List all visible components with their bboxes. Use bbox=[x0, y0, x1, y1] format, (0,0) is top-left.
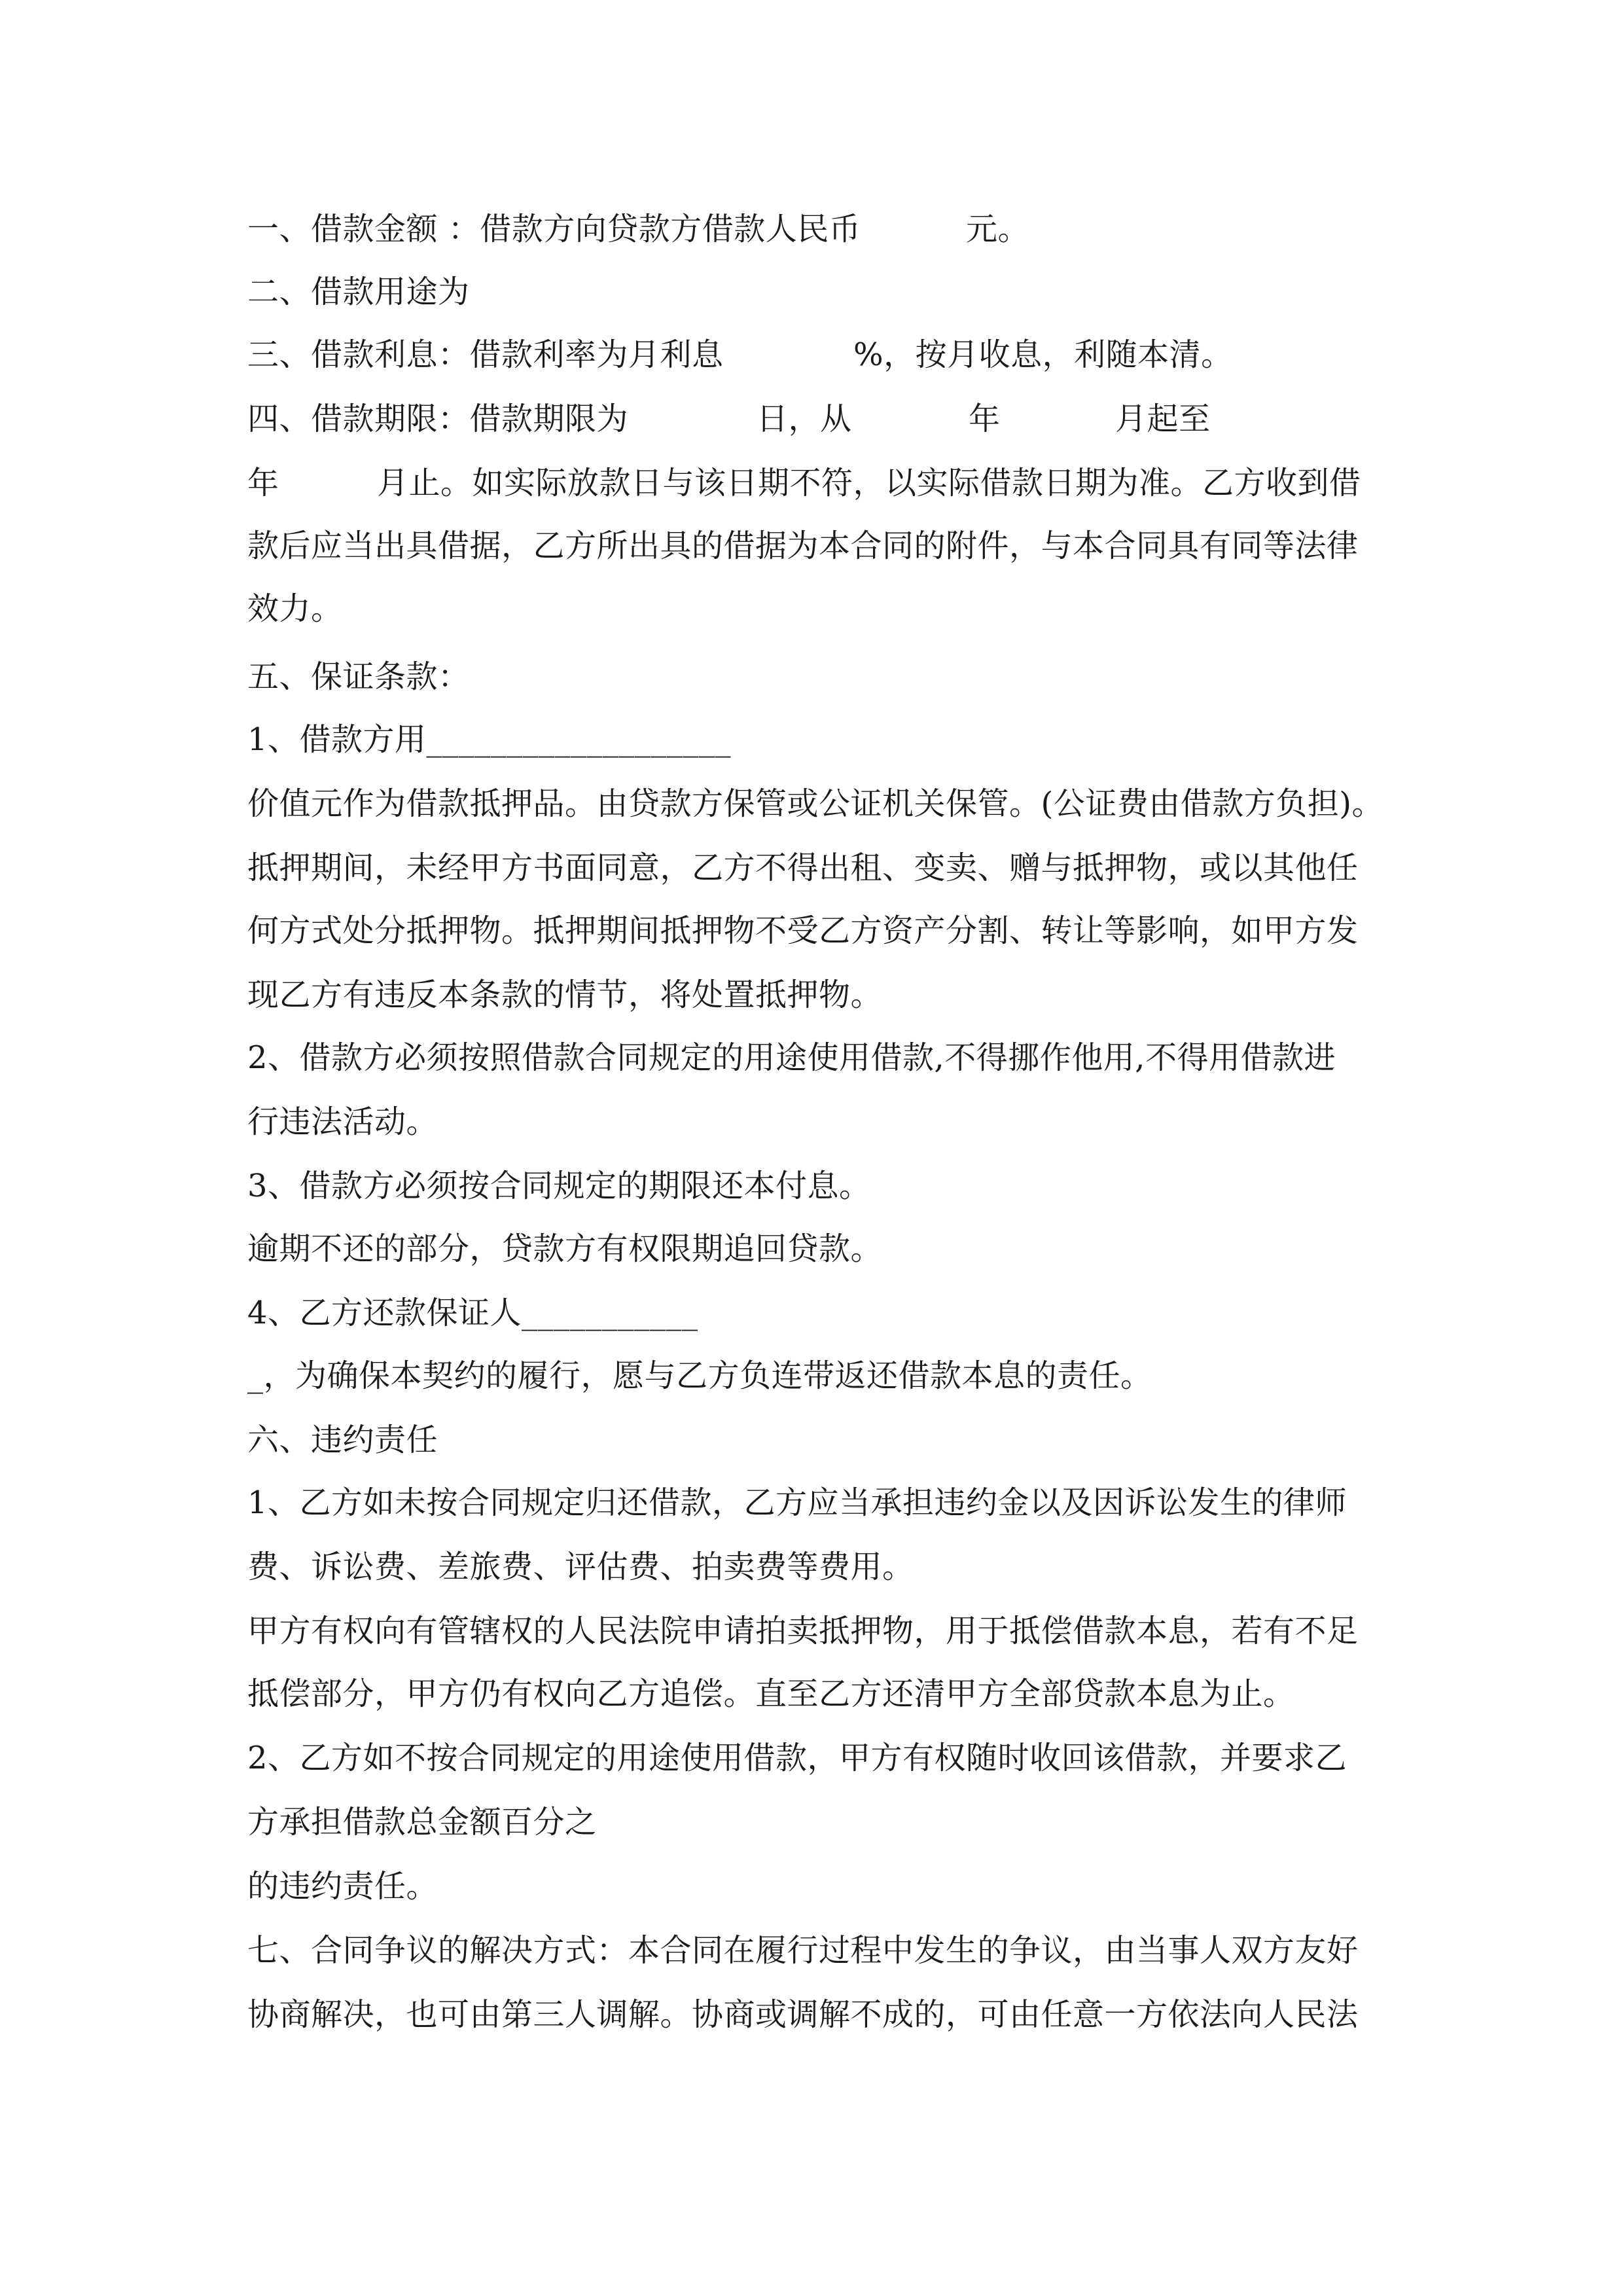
article5-clause1-line4: 何方式处分抵押物。抵押期间抵押物不受乙方资产分割、转让等影响，如甲方发 bbox=[247, 912, 1359, 949]
article6-clause1-line1: 1、乙方如未按合同规定归还借款，乙方应当承担违约金以及因诉讼发生的律师 bbox=[247, 1484, 1347, 1521]
article6-clause2-line2: 方承担借款总金额百分之 bbox=[247, 1804, 597, 1840]
article4-line4: 效力。 bbox=[247, 590, 343, 627]
article4-day-from: 日，从 bbox=[757, 401, 852, 437]
article6-clause2-line3: 的违约责任。 bbox=[247, 1868, 438, 1905]
article4-rest-line1: 月止。如实际放款日与该日期不符，以实际借款日期为准。乙方收到借 bbox=[377, 465, 1361, 501]
article5-clause3-line2: 逾期不还的部分，贷款方有权限期追回贷款。 bbox=[247, 1230, 883, 1267]
article6-clause2-line1: 2、乙方如不按合同规定的用途使用借款，甲方有权随时收回该借款，并要求乙 bbox=[247, 1740, 1347, 1776]
article5-clause3-line1: 3、借款方必须按合同规定的期限还本付息。 bbox=[247, 1168, 871, 1204]
article4-year2: 年 bbox=[247, 465, 279, 501]
article1-label: 一、借款金额 ：借款方向贷款方借款人民币 bbox=[247, 211, 861, 247]
article5-clause4-line2: _，为确保本契约的履行，愿与乙方负连带返还借款本息的责任。 bbox=[247, 1357, 1152, 1394]
article4-year1: 年 bbox=[969, 401, 1001, 437]
article2-label: 二、借款用途为 bbox=[247, 274, 470, 310]
article6-clause1-line2: 费、诉讼费、差旅费、评估费、拍卖费等费用。 bbox=[247, 1549, 914, 1585]
article5-clause1-line5: 现乙方有违反本条款的情节，将处置抵押物。 bbox=[247, 977, 883, 1013]
article6-clause1-line4: 抵偿部分，甲方仍有权向乙方追偿。直至乙方还清甲方全部贷款本息为止。 bbox=[247, 1676, 1295, 1712]
article5-clause1-line2: 价值元作为借款抵押品。由贷款方保管或公证机关保管。(公证费由借款方负担)。 bbox=[247, 785, 1383, 822]
article3-label: 三、借款利息：借款利率为月利息 bbox=[247, 336, 724, 373]
article6-heading: 六、违约责任 bbox=[247, 1422, 438, 1458]
article5-heading: 五、保证条款： bbox=[247, 658, 470, 695]
article6-clause1-line3: 甲方有权向有管辖权的人民法院申请拍卖抵押物，用于抵偿借款本息，若有不足 bbox=[247, 1613, 1359, 1649]
article5-clause2-line2: 行违法活动。 bbox=[247, 1103, 438, 1140]
article5-clause1-label: 1、借款方用___________________ bbox=[247, 721, 732, 758]
article3-rest: %，按月收息，利随本清。 bbox=[853, 336, 1233, 373]
article5-clause4-line1: 4、乙方还款保证人___________ bbox=[247, 1295, 698, 1331]
article7-line2: 协商解决，也可由第三人调解。协商或调解不成的，可由任意一方依法向人民法 bbox=[247, 1996, 1359, 2033]
article1-unit: 元。 bbox=[966, 211, 1030, 247]
article5-clause2-line1: 2、借款方必须按照借款合同规定的用途使用借款,不得挪作他用,不得用借款进 bbox=[247, 1039, 1336, 1076]
article7-line1: 七、合同争议的解决方式：本合同在履行过程中发生的争议，由当事人双方友好 bbox=[247, 1932, 1359, 1969]
article4-line3: 款后应当出具借据，乙方所出具的借据为本合同的附件，与本合同具有同等法律 bbox=[247, 528, 1359, 564]
article5-clause1-line3: 抵押期间，未经甲方书面同意，乙方不得出租、变卖、赠与抵押物，或以其他任 bbox=[247, 850, 1359, 886]
article4-label: 四、借款期限：借款期限为 bbox=[247, 401, 629, 437]
article4-month-to: 月起至 bbox=[1115, 401, 1211, 437]
